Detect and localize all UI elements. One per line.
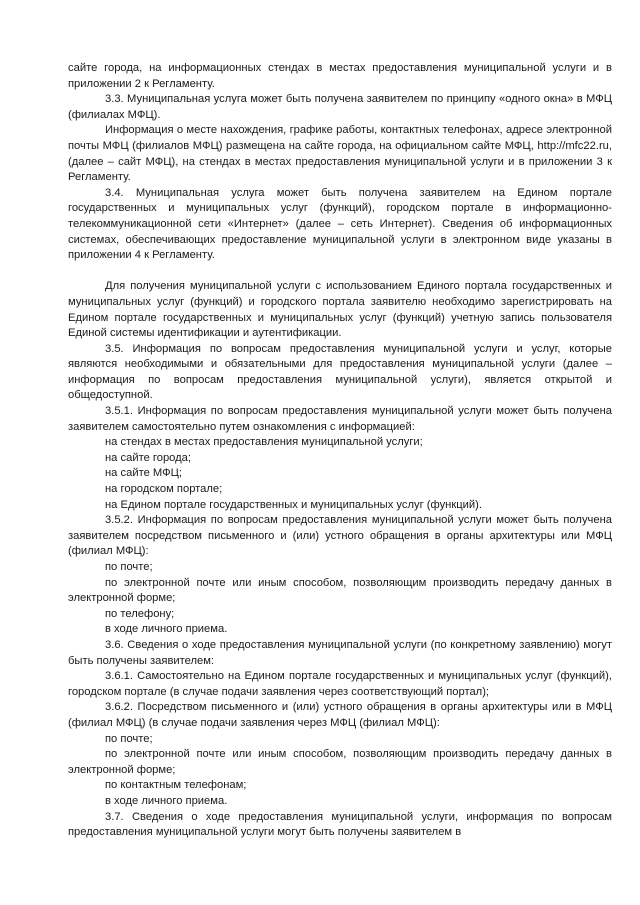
paragraph: Информация о месте нахождения, графике работы, контактных телефонах, адресе электронной почты МФЦ (филиалов МФЦ) размещена на сайте города, на официальном сайте МФЦ, http://mfc22.ru, (далее – сайт МФЦ), на стендах в местах предоставления муниципальной услуги и в приложении 3 к Регламенту. [68, 124, 612, 184]
paragraph: по почте; [105, 561, 153, 573]
paragraph: по контактным телефонам; [105, 779, 247, 792]
paragraph: на сайте города; [105, 451, 192, 464]
paragraph: 3.6.2. Посредством письменного и (или) устного обращения в органы архитектуры или в МФЦ (филиал МФЦ) (в случае подачи заявления через МФЦ (филиал МФЦ): [68, 701, 612, 729]
paragraph: в ходе личного приема. [105, 623, 228, 636]
paragraph: на стендах в местах предоставления муниципальной услуги; [105, 436, 423, 449]
paragraph: сайте города, на информационных стендах в местах предоставления муниципальной услуги и в приложении 2 к Регламенту. [68, 62, 612, 90]
paragraph: 3.3. Муниципальная услуга может быть получена заявителем по принципу «одного окна» в МФЦ (филиалах МФЦ). [68, 93, 612, 121]
paragraph: по электронной почте или иным способом, позволяющим производить передачу данных в электронной форме; [68, 576, 612, 605]
paragraph: на городском портале; [105, 483, 223, 496]
paragraph: 3.5.2. Информация по вопросам предоставления муниципальной услуги может быть получена заявителем посредством письменного и (или) устного обращения в органы архитектуры или МФЦ (филиал МФЦ): [68, 514, 612, 558]
paragraph: на сайте МФЦ; [105, 467, 182, 480]
paragraph: Для получения муниципальной услуги с использованием Единого портала государственных и муниципальных услуг (функций) и городского портала заявителю необходимо зарегистрировать на Едином портале государственных и муниципальных услуг (функций) учетную запись пользователя Единой системы идентификации и аутентификации. [68, 280, 612, 340]
paragraph: 3.5.1. Информация по вопросам предоставления муниципальной услуги может быть получена заявителем самостоятельно путем ознакомления с информацией: [68, 405, 612, 433]
paragraph: 3.6. Сведения о ходе предоставления муниципальной услуги (по конкретному заявлению) могут быть получены заявителем: [68, 638, 612, 667]
paragraph: по почте; [105, 732, 153, 745]
paragraph: по телефону; [105, 607, 175, 620]
paragraph: по электронной почте или иным способом, позволяющим производить передачу данных в электронной форме; [68, 748, 612, 776]
document-page [68, 61, 612, 841]
paragraph: 3.7. Сведения о ходе предоставления муниципальной услуги, информация по вопросам предоставления муниципальной услуги могут быть получены заявителем в [68, 810, 612, 839]
paragraph: 3.4. Муниципальная услуга может быть получена заявителем на Едином портале государственных и муниципальных услуг (функций), городском портале в информационно-телекоммуникационной сети «Интернет» (далее – сеть Интернет). Сведения об информационных системах, обеспечивающих предоставление муниципальной услуги в электронном виде указаны в приложении 4 к Регламенту. [68, 186, 612, 262]
paragraph-spacer [68, 264, 612, 280]
paragraph: на Едином портале государственных и муниципальных услуг (функций). [105, 498, 482, 511]
paragraph: 3.5. Информация по вопросам предоставления муниципальной услуги и услуг, которые являются необходимыми и обязательными для предоставления муниципальной услуги (далее – информация по вопросам предоставления муниципальной услуги), является открытой и общедоступной. [68, 342, 612, 402]
paragraph: 3.6.1. Самостоятельно на Едином портале государственных и муниципальных услуг (функций), городском портале (в случае подачи заявления через соответствующий портал); [68, 670, 612, 698]
paragraph: в ходе личного приема. [105, 794, 228, 807]
